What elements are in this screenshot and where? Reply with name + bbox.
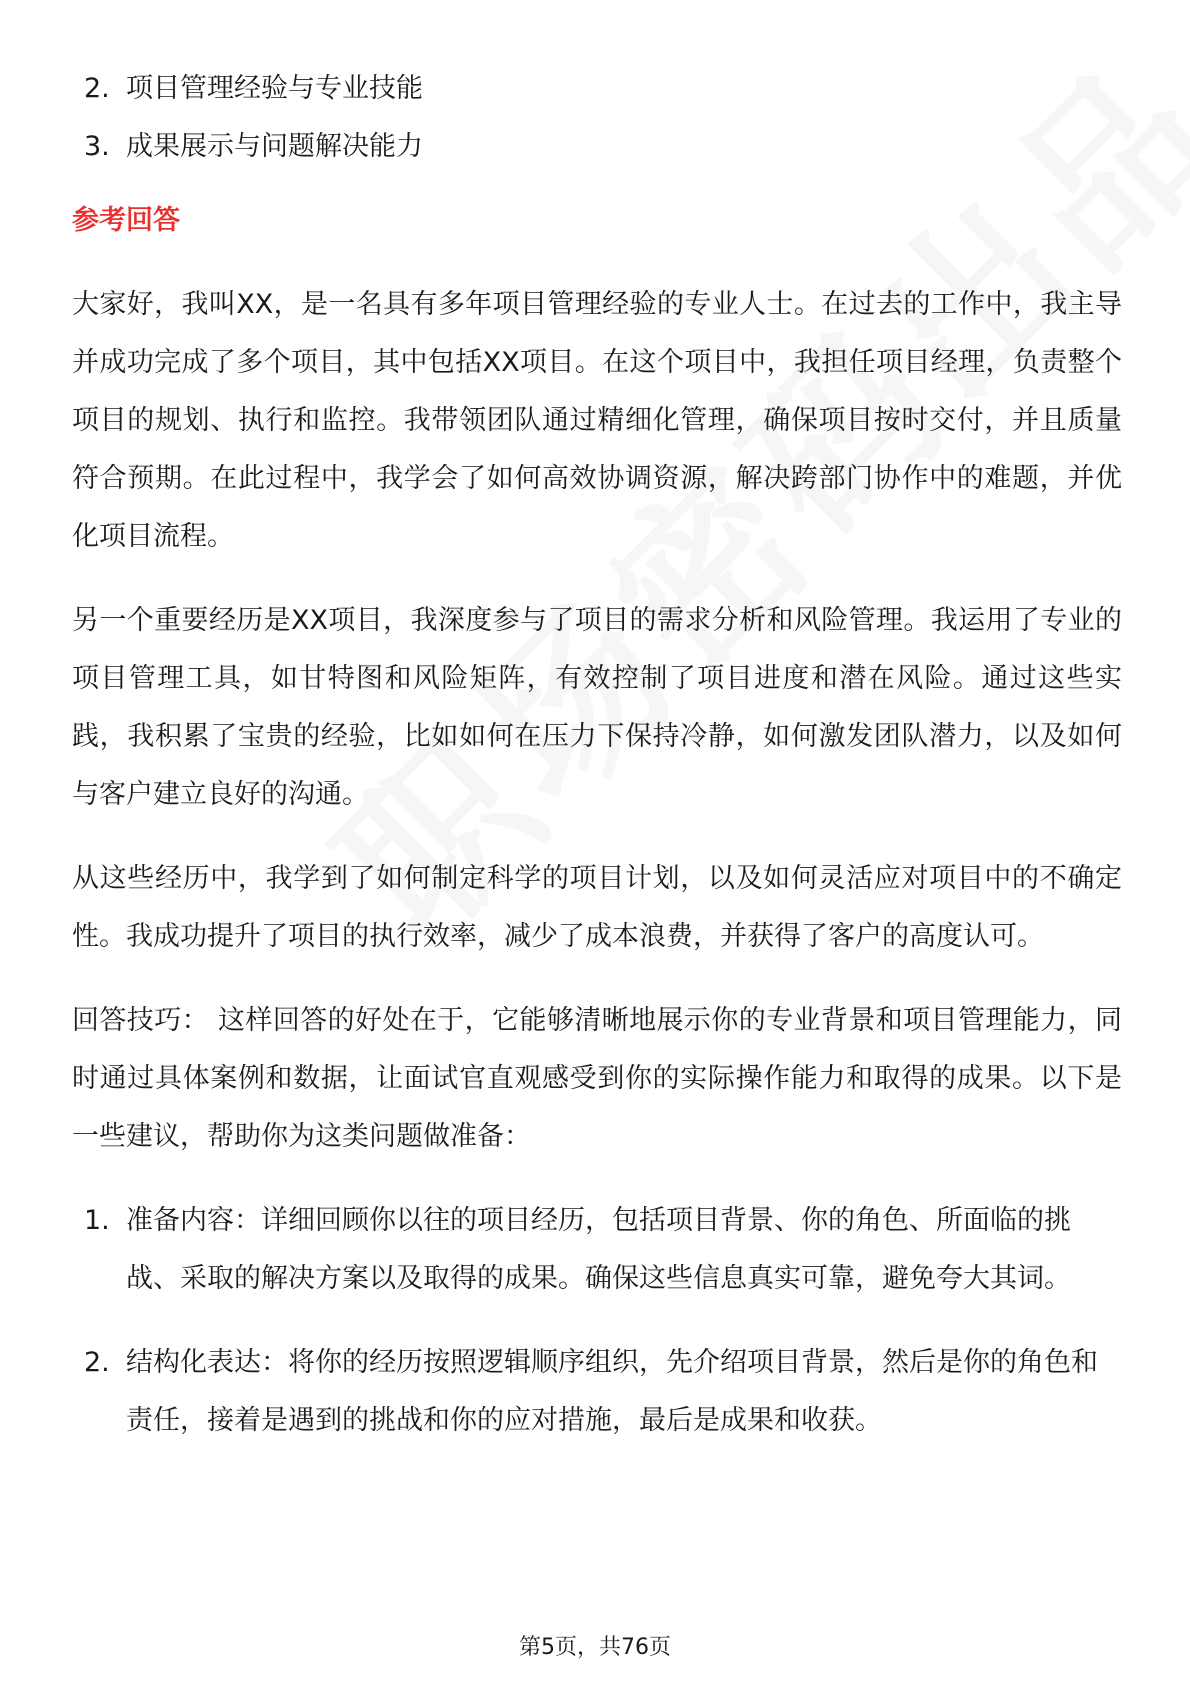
section-title: 参考回答 — [72, 205, 180, 236]
list-text: 准备内容：详细回顾你以往的项目经历，包括项目背景、你的角色、所面临的挑战、采取的解决方案以及取得的成果。确保这些信息真实可靠，避免夸大其词。 — [126, 1205, 1071, 1294]
paragraph: 回答技巧： 这样回答的好处在于，它能够清晰地展示你的专业背景和项目管理能力，同时通过具体案例和数据，让面试官直观感受到你的实际操作能力和取得的成果。以下是一些建议，帮助你为这类问题做准备： — [72, 1005, 1122, 1152]
list-number: 1. — [84, 1205, 110, 1236]
list-number: 2. — [84, 1347, 110, 1378]
page-content — [72, 60, 1122, 1450]
paragraph: 另一个重要经历是XX项目，我深度参与了项目的需求分析和风险管理。我运用了专业的项目管理工具，如甘特图和风险矩阵，有效控制了项目进度和潜在风险。通过这些实践，我积累了宝贵的经验，比如如何在压力下保持冷静，如何激发团队潜力，以及如何与客户建立良好的沟通。 — [72, 605, 1122, 810]
list-text: 成果展示与问题解决能力 — [126, 131, 423, 162]
list-item — [72, 118, 1122, 176]
paragraph: 大家好，我叫XX，是一名具有多年项目管理经验的专业人士。在过去的工作中，我主导并成功完成了多个项目，其中包括XX项目。在这个项目中，我担任项目经理，负责整个项目的规划、执行和监控。我带领团队通过精细化管理，确保项目按时交付，并且质量符合预期。在此过程中，我学会了如何高效协调资源，解决跨部门协作中的难题，并优化项目流程。 — [72, 289, 1122, 552]
list-item — [72, 60, 1122, 118]
list-text: 结构化表达：将你的经历按照逻辑顺序组织，先介绍项目背景，然后是你的角色和责任，接着是遇到的挑战和你的应对措施，最后是成果和收获。 — [126, 1347, 1098, 1436]
list-text: 项目管理经验与专业技能 — [126, 73, 423, 104]
paragraph: 从这些经历中，我学到了如何制定科学的项目计划，以及如何灵活应对项目中的不确定性。我成功提升了项目的执行效率，减少了成本浪费，并获得了客户的高度认可。 — [72, 863, 1122, 952]
list-number: 2. — [84, 73, 110, 104]
list-number: 3. — [84, 131, 110, 162]
list-item — [72, 1192, 1122, 1308]
list-item — [72, 1334, 1122, 1450]
page-footer: 第5页，共76页 — [519, 1635, 671, 1660]
